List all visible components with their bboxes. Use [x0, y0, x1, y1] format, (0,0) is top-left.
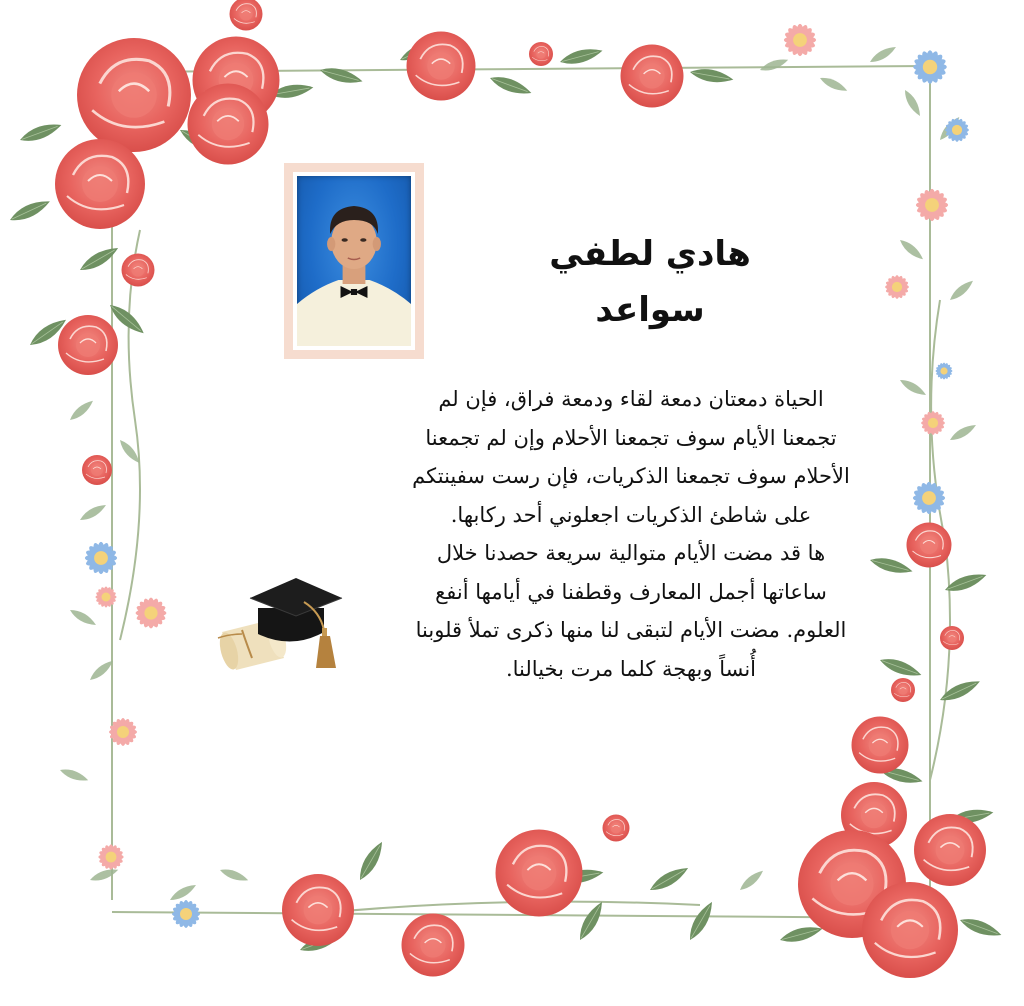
photo-frame	[284, 163, 424, 359]
message-paragraph-2: ها قد مضت الأيام متوالية سريعة حصدنا خلال ساعاتها أجمل المعارف وقطفنا في أيامها أنفع العلوم. مضت الأيام لتبقى لنا منها ذكرى تملأ قلوبنا أُنساً وبهجة كلما مرت بخيالنا.	[415, 541, 847, 681]
graduation-cap-icon	[212, 572, 348, 676]
farewell-message	[408, 380, 854, 688]
student-name: هادي لطفي سواعد	[549, 234, 751, 330]
photo-mat	[293, 172, 415, 350]
student-photo	[297, 176, 411, 346]
message-paragraph-1: الحياة دمعتان دمعة لقاء ودمعة فراق، فإن لم تجمعنا الأيام سوف تجمعنا الأحلام وإن لم تجمعنا الأحلام سوف تجمعنا الذكريات، فإن رست سفينتكم على شاطئ الذكريات اجعلوني أحد ركابها.	[412, 387, 850, 527]
